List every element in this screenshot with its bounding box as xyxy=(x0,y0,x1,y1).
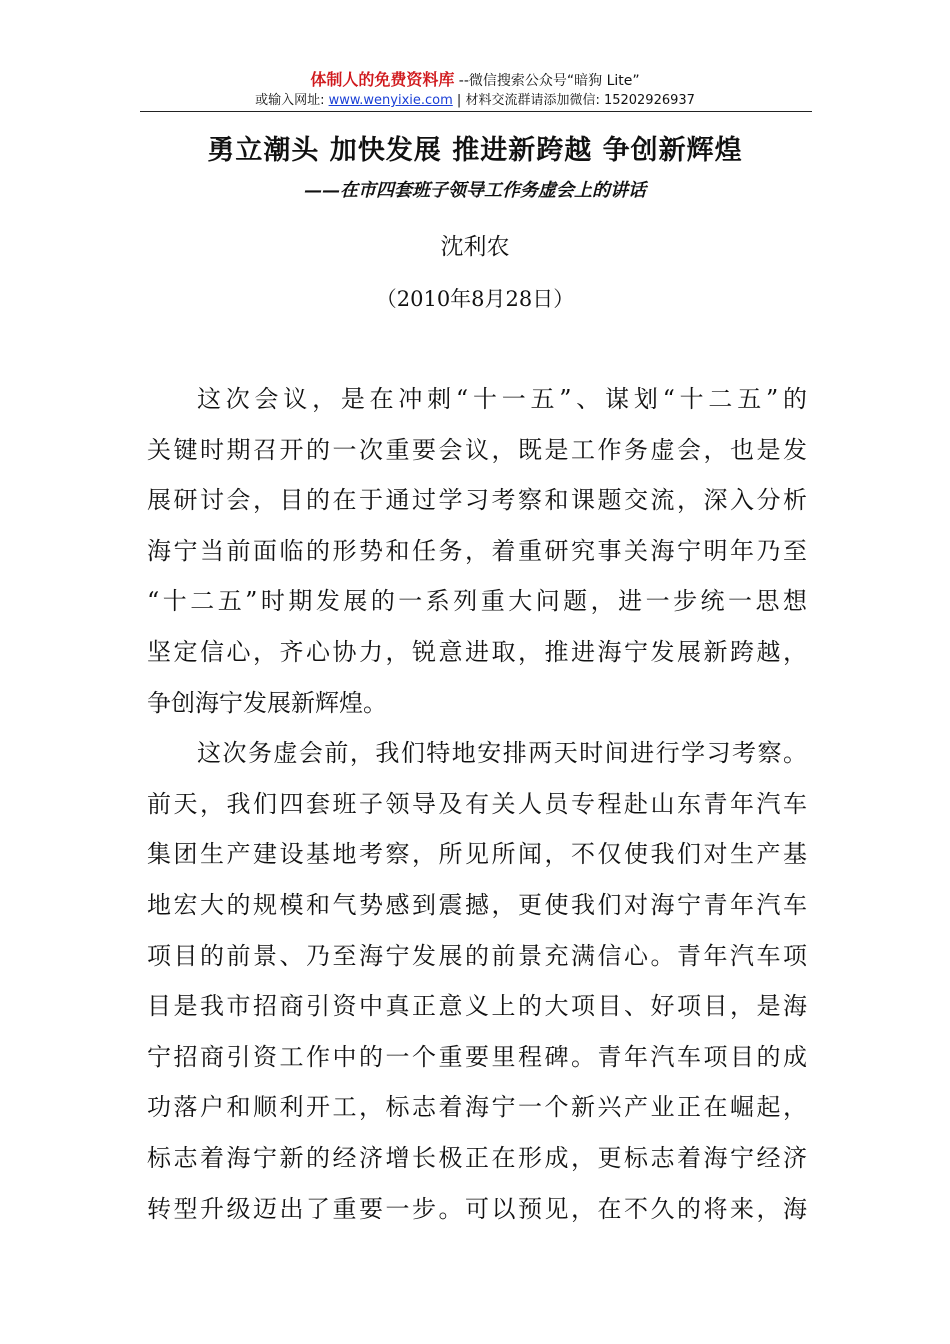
document-subtitle: ——在市四套班子领导工作务虚会上的讲话 xyxy=(304,180,646,201)
header-divider xyxy=(140,111,812,112)
wechat-text: --微信搜索公众号“暗狗 Lite” xyxy=(454,73,640,89)
header-line-2 xyxy=(0,92,950,110)
body-line: 集团生产建设基地考察，所见所闻，不仅使我们对生产基 xyxy=(147,840,807,869)
body-line: 地宏大的规模和气势感到震撼，更使我们对海宁青年汽车 xyxy=(147,890,807,919)
body-line: “十二五”时期发展的一系列重大问题，进一步统一思想 xyxy=(147,587,807,616)
body-line: 这次会议，是在冲刺“十一五”、谋划“十二五”的 xyxy=(197,385,807,413)
body-line: 这次务虚会前，我们特地安排两天时间进行学习考察。 xyxy=(197,739,807,768)
body-line: 关键时期召开的一次重要会议，既是工作务虚会，也是发 xyxy=(147,435,807,464)
brand-name: 体制人的免费资料库 xyxy=(310,70,455,89)
document-body xyxy=(147,374,807,1234)
body-line: 目是我市招商引资中真正意义上的大项目、好项目，是海 xyxy=(147,992,807,1021)
page-header xyxy=(0,70,950,110)
body-line: 功落户和顺利开工，标志着海宁一个新兴产业正在崛起， xyxy=(147,1093,807,1122)
body-line: 争创海宁发展新辉煌。 xyxy=(147,688,387,717)
header-line-1 xyxy=(0,70,950,91)
author-name: 沈利农 xyxy=(440,234,510,260)
contact-text: | 材料交流群请添加微信: 15202926937 xyxy=(452,93,695,108)
body-line: 标志着海宁新的经济增长极正在形成，更标志着海宁经济 xyxy=(147,1143,807,1172)
body-line: 前天，我们四套班子领导及有关人员专程赴山东青年汽车 xyxy=(147,789,807,818)
url-prefix: 或输入网址: xyxy=(255,93,329,108)
body-line: 坚定信心，齐心协力，锐意进取，推进海宁发展新跨越， xyxy=(147,637,807,666)
body-line: 宁招商引资工作中的一个重要里程碑。青年汽车项目的成 xyxy=(147,1042,807,1071)
body-line: 转型升级迈出了重要一步。可以预见，在不久的将来，海 xyxy=(147,1194,807,1223)
speech-date: （2010年8月28日） xyxy=(375,287,575,311)
body-line: 展研讨会，目的在于通过学习考察和课题交流，深入分析 xyxy=(147,486,807,515)
body-line: 海宁当前面临的形势和任务，着重研究事关海宁明年乃至 xyxy=(147,536,807,565)
document-title: 勇立潮头 加快发展 推进新跨越 争创新辉煌 xyxy=(207,135,743,166)
website-link[interactable]: www.wenyixie.com xyxy=(328,93,453,108)
body-line: 项目的前景、乃至海宁发展的前景充满信心。青年汽车项 xyxy=(147,941,807,970)
